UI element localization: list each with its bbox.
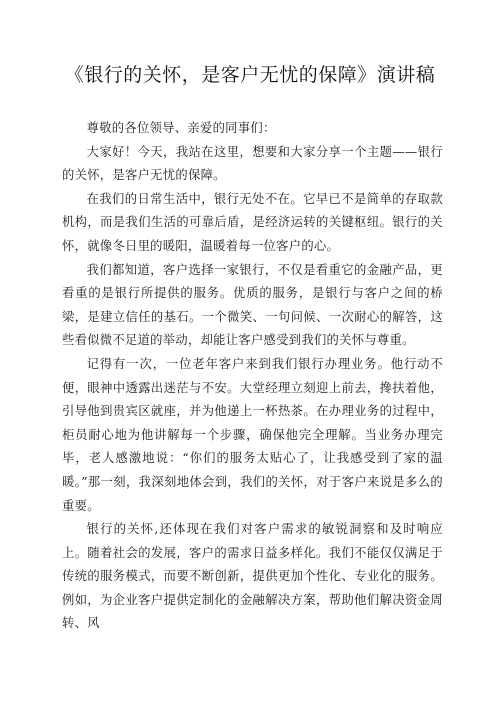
paragraph-3: 我们都知道，客户选择一家银行，不仅是看重它的金融产品，更看重的是银行所提供的服务。优质的服务，是银行与客户之间的桥梁，是建立信任的基石。一个微笑、一句问候、一次耐心的解答，这些看似微不足道的举动，却能让客户感受到我们的关怀与尊重。 [62,262,443,348]
paragraph-5: 银行的关怀,还体现在我们对客户需求的敏锐洞察和及时响应上。随着社会的发展，客户的需求日益多样化。我们不能仅仅满足于传统的服务模式，而要不断创新，提供更加个性化、专业化的服务。例如，为企业客户提供定制化的金融解决方案，帮助他们解决资金周转、风 [62,522,443,631]
paragraph-4: 记得有一次，一位老年客户来到我们银行办理业务。他行动不便，眼神中透露出迷茫与不安。大堂经理立刻迎上前去，搀扶着他，引导他到贵宾区就座，并为他递上一杯热茶。在办理业务的过程中，柜员耐心地为他讲解每一个步骤，确保他完全理解。当业务办理完毕，老人感激地说：“你们的服务太贴心了，让我感受到了家的温暖。”那一刻，我深刻地体会到，我们的关怀，对于客户来说是多么的重要。 [62,356,443,513]
document-title: 《银行的关怀，是客户无忧的保障》演讲稿 [64,64,436,86]
paragraph-2: 在我们的日常生活中，银行无处不在。它早已不是简单的存取款机构，而是我们生活的可靠后盾，是经济运转的关键枢纽。银行的关怀，就像冬日里的暖阳，温暖着每一位客户的心。 [62,191,443,253]
salutation: 尊敬的各位领导、亲爱的同事们： [86,121,276,135]
document-body [62,117,443,636]
paragraph-1: 大家好！今天，我站在这里，想要和大家分享一个主题——银行的关怀，是客户无忧的保障。 [62,144,443,183]
